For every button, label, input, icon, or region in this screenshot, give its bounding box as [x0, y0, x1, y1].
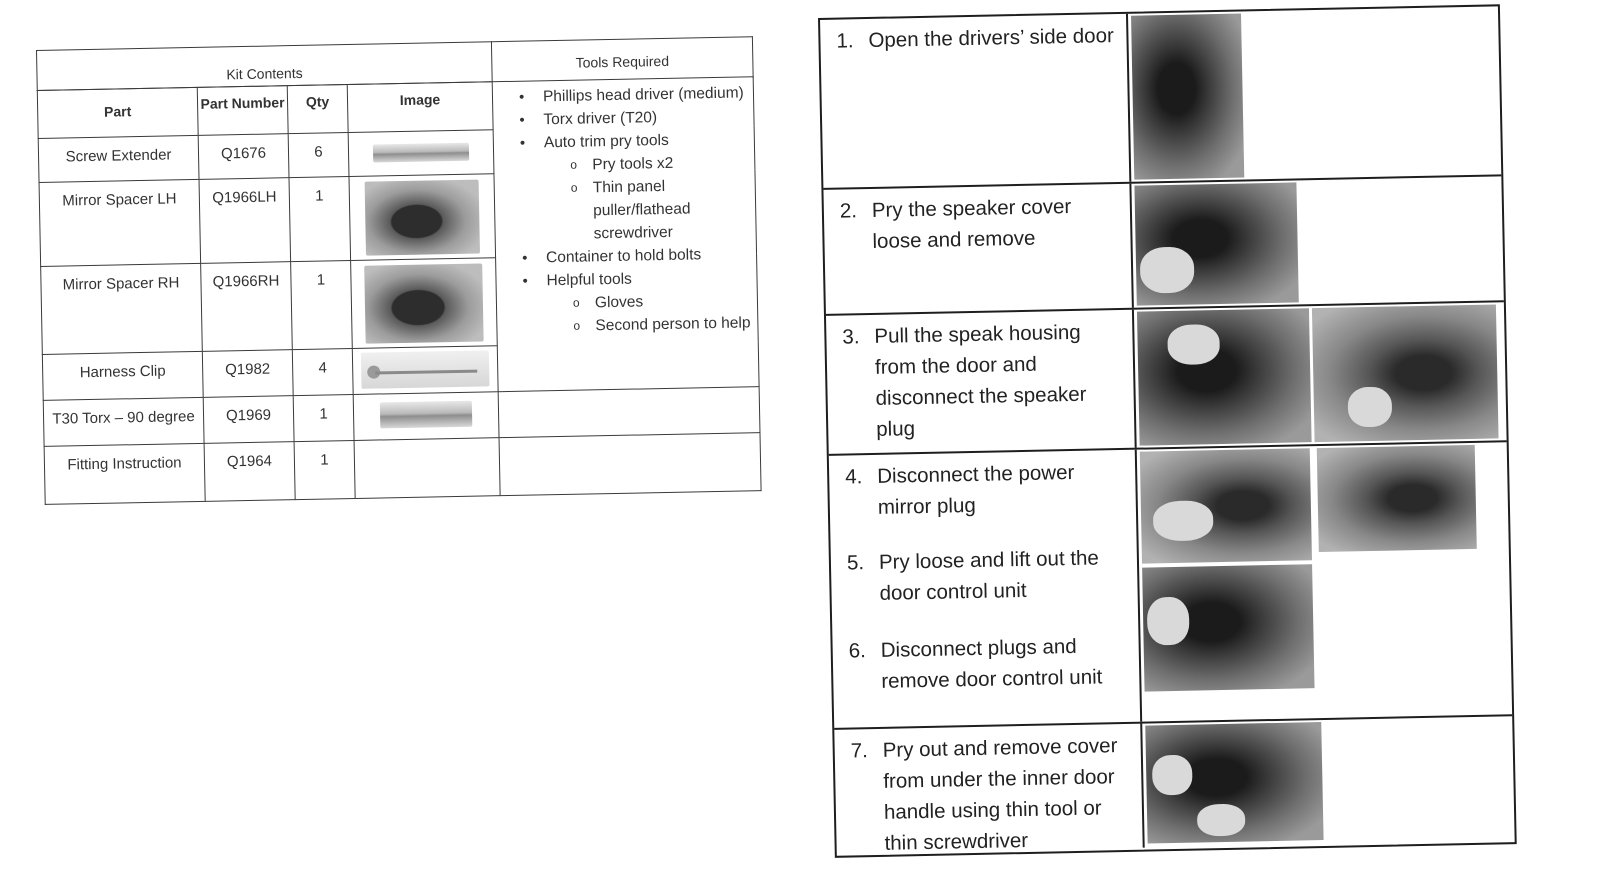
- tool-item: • Phillips head driver (medium): [519, 81, 747, 108]
- part-number: Q1982: [224, 360, 271, 379]
- step-4: 4. Disconnect the power mirror plug: [844, 460, 1075, 519]
- part-number: Q1964: [226, 452, 273, 471]
- speaker-cover-photo: [1134, 182, 1298, 305]
- header-qty: Qty: [287, 85, 348, 134]
- mirror-spacer-rh-image: [364, 263, 483, 343]
- screw-extender-image: [373, 143, 469, 163]
- part-qty: 1: [319, 405, 328, 423]
- tool-item: • Container to hold bolts: [522, 242, 750, 269]
- part-qty: 1: [316, 271, 326, 289]
- part-name: Mirror Spacer RH: [62, 274, 180, 294]
- tool-item: • Helpful tools o Gloves o Second person to help: [522, 265, 751, 338]
- step-row-2: [823, 176, 1503, 316]
- control-unit-plugs-photo: [1142, 564, 1314, 691]
- part-number: Q1676: [220, 144, 267, 163]
- fitting-steps-sheet: [818, 4, 1517, 858]
- step-row-4-6: [829, 442, 1512, 730]
- step-row-3: [826, 302, 1507, 456]
- step-3: 3. Pull the speak housing from the door and disconnect the speaker plug: [842, 320, 1087, 441]
- door-handle-photo: [1145, 722, 1323, 844]
- door-open-photo: [1131, 14, 1244, 180]
- speaker-housing-photo: [1137, 308, 1312, 445]
- part-qty: 4: [318, 359, 327, 377]
- part-number: Q1966RH: [212, 272, 280, 291]
- kit-contents-sheet: [36, 36, 761, 520]
- part-qty: 6: [314, 143, 323, 161]
- part-name: Fitting Instruction: [67, 454, 182, 474]
- header-part: Part: [37, 87, 198, 138]
- part-qty: 1: [320, 451, 329, 469]
- torx-key-image: [380, 401, 472, 429]
- tool-subitem: o Thin panel puller/flathead screwdriver: [545, 173, 750, 246]
- part-qty: 1: [315, 187, 324, 205]
- tools-required-title: Tools Required: [491, 37, 753, 82]
- kit-contents-title: Kit Contents: [37, 42, 493, 91]
- part-name: Mirror Spacer LH: [62, 190, 177, 210]
- tool-item: • Auto trim pry tools o Pry tools x2 o Thin panel puller/flathead screwdriver: [520, 127, 750, 246]
- speaker-plug-photo: [1312, 304, 1499, 442]
- step-2: 2. Pry the speaker cover loose and remove: [839, 194, 1072, 253]
- step-1: 1. Open the drivers’ side door: [836, 24, 1115, 53]
- tool-item: • Torx driver (T20): [519, 104, 747, 131]
- tools-required-cell: [492, 77, 759, 392]
- header-part-number: Part Number: [197, 86, 288, 136]
- tools-list: [519, 81, 752, 338]
- mirror-plug-photo: [1140, 448, 1312, 563]
- mirror-spacer-lh-image: [365, 180, 480, 256]
- step-7: 7. Pry out and remove cover from under the inner door handle using thin tool or thin screwdriver: [850, 734, 1118, 855]
- part-number: Q1966LH: [212, 188, 277, 207]
- harness-clip-image: [361, 350, 490, 388]
- step-6: 6. Disconnect plugs and remove door control unit: [848, 634, 1103, 693]
- step-row-7: [834, 716, 1514, 854]
- door-control-unit-photo: [1317, 445, 1477, 552]
- tool-subitem: o Second person to help: [547, 311, 751, 338]
- step-5: 5. Pry loose and lift out the door control unit: [846, 546, 1100, 605]
- step-row-1: [820, 6, 1501, 190]
- part-name: Screw Extender: [65, 146, 172, 166]
- part-number: Q1969: [225, 406, 272, 425]
- table-row: [44, 433, 761, 505]
- part-name: Harness Clip: [79, 362, 166, 382]
- header-image: Image: [347, 82, 493, 133]
- kit-contents-table: [36, 36, 762, 505]
- tool-subitem: o Gloves: [547, 288, 751, 315]
- tool-subitem: o Pry tools x2: [544, 150, 748, 177]
- part-name: T30 Torx – 90 degree: [52, 408, 195, 428]
